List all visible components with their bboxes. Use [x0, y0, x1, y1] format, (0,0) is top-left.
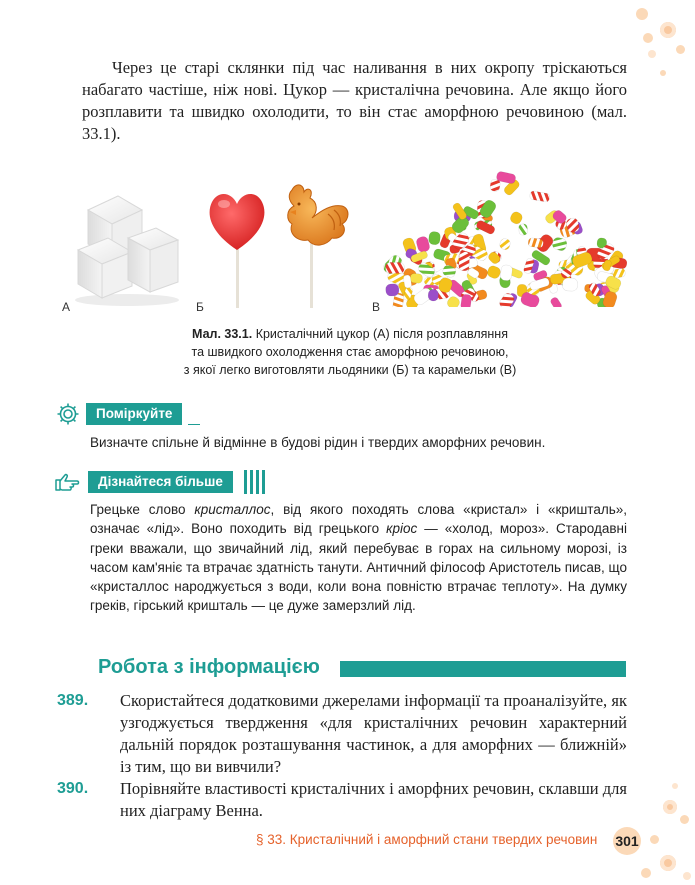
think-label: Поміркуйте	[86, 403, 182, 425]
page-number: 301	[615, 833, 639, 849]
task-number: 389.	[57, 692, 89, 709]
section-title: Робота з інформацією	[98, 656, 320, 678]
candy-piece	[528, 238, 544, 249]
learn-term-krios: кріос	[386, 521, 418, 537]
figure-letter-b: Б	[196, 300, 204, 314]
learn-more-label: Дізнайтеся більше	[88, 471, 233, 493]
learn-term-krystallos: кристаллос	[194, 502, 271, 517]
caption-line-1: Кристалічний цукор (А) після розплавляння	[252, 327, 508, 341]
think-text: Визначте спільне й відмінне в будові рідин і твердих аморфних речовин.	[90, 435, 546, 450]
candy-piece	[518, 224, 527, 236]
footer-section-title: § 33. Кристалічний і аморфний стани твердих речовин	[256, 832, 598, 847]
sugar-cubes-image	[72, 188, 182, 308]
learn-text-part-1: Грецьке слово	[90, 502, 195, 517]
learn-text-part-2: , від якого походять слова «кристал» і «кришталь», означає «лід». Воно походить від грецького	[90, 502, 628, 537]
candy-piece	[529, 191, 550, 203]
candies-image	[382, 165, 634, 307]
figure-caption	[110, 325, 590, 379]
task-389	[0, 690, 695, 776]
candy-piece	[551, 236, 568, 251]
task-390	[0, 778, 695, 824]
candy-piece	[487, 251, 502, 266]
candy-piece	[415, 236, 430, 254]
candy-piece	[459, 252, 470, 271]
candy-piece	[550, 296, 563, 307]
figure-letter-c: В	[372, 300, 381, 314]
caption-label: Мал. 33.1.	[192, 327, 253, 341]
candy-piece	[562, 278, 578, 291]
candy-piece	[499, 238, 512, 251]
candy-piece	[428, 231, 440, 245]
task-text: Скористайтеся додатковими джерелами інформації та проаналізуйте, як узгоджується твердження «для кристалічних речовин характерний дальній порядок розташування частинок, а для аморфних — ближній» із тим, що ви вивчили?	[120, 691, 627, 776]
candy-piece	[385, 284, 399, 297]
task-number: 390.	[57, 780, 89, 797]
task-text: Порівняйте властивості кристалічних і аморфних речовин, склавши для них діаграму Венна.	[120, 779, 627, 820]
caption-line-2: та швидкого охолодження стає аморфною речовиною,	[191, 345, 509, 359]
candy-piece	[509, 210, 524, 225]
section-title-bar	[340, 661, 626, 677]
candy-piece	[386, 262, 405, 273]
candy-piece	[428, 289, 439, 301]
candy-piece	[486, 264, 502, 279]
lollipops-image	[200, 180, 360, 310]
think-label-underline	[188, 424, 200, 425]
candy-piece	[500, 264, 513, 281]
learn-more-text	[90, 500, 627, 616]
caption-line-3: з якої легко виготовляти льодяники (Б) та карамельки (В)	[183, 363, 517, 377]
intro-paragraph	[82, 57, 627, 145]
gear-icon	[56, 402, 80, 426]
intro-text: Через це старі склянки під час наливання в них окропу тріскаються набагато частіше, ніж нові. Цукор — кристалічна речовина. Але якщо його розплавити та швидко охолодити, то він стає аморфною речовиною (мал. 33.1).	[82, 58, 627, 143]
learn-text-part-3: — «холод, мороз». Стародавні греки вважали, що звичайний лід, який перебуває в горах на сильному морозі, із часом кам'яніє та втрачає здатність танути. Античний філософ Аристотель писав, що «кристаллос народжується з води, коли вона повністю втрачає теплоту». На думку греків, гірський кришталь — це дуже замерзлий лід.	[90, 521, 627, 614]
candy-piece	[410, 273, 423, 283]
pointing-hand-icon	[54, 472, 82, 492]
figure-letter-a: А	[62, 300, 71, 314]
